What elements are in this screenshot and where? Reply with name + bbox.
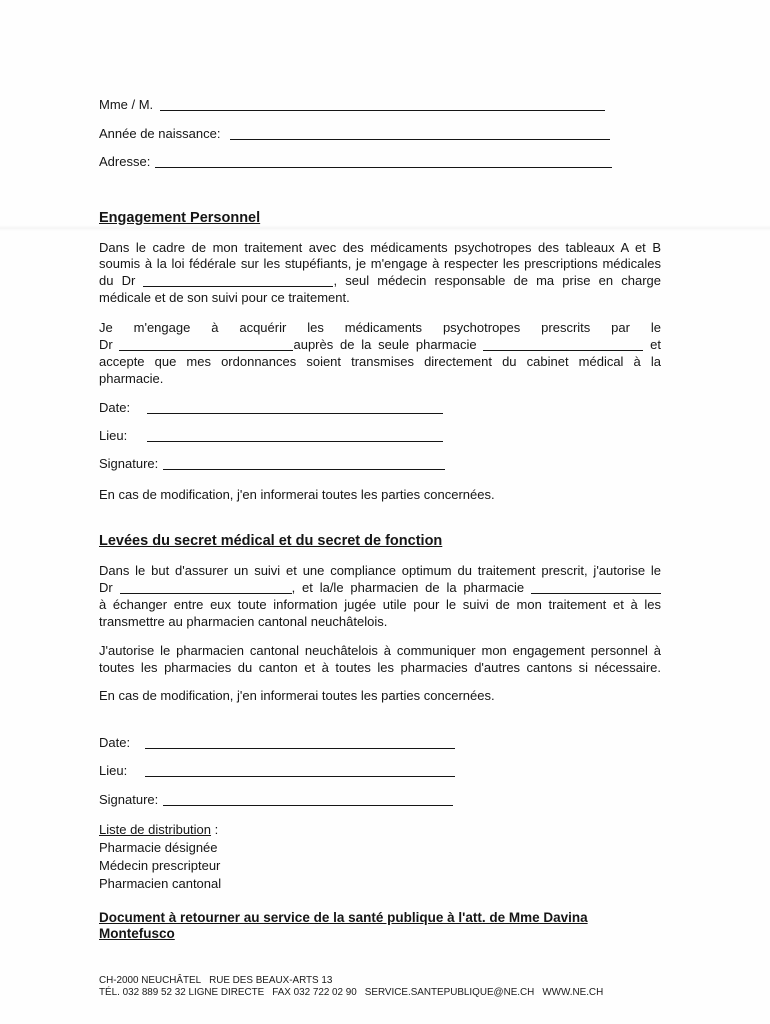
waiver-paragraph-2: [99, 642, 661, 676]
distribution-item: Pharmacien cantonal: [99, 876, 222, 892]
date-blank-line: [145, 748, 455, 749]
distribution-heading-text: Liste de distribution: [99, 821, 212, 837]
place-blank-line: [147, 441, 443, 442]
distribution-list: [99, 821, 221, 894]
text-line: Dans le cadre de mon traitement avec des médicaments psychotropes des tableaux A et B: [99, 239, 661, 255]
signature-blank-line: [163, 469, 445, 470]
name-blank-line: [160, 110, 605, 111]
place-field: [99, 427, 639, 444]
waiver-title: Levées du secret médical et du secret de fonction: [99, 532, 443, 549]
distribution-heading: [99, 821, 221, 839]
distribution-item: Pharmacie désignée: [99, 839, 218, 855]
address-label: Adresse:: [99, 153, 151, 169]
signature-label: Signature:: [99, 791, 159, 807]
doctor-blank-line: [120, 593, 292, 594]
place-label: Lieu:: [99, 762, 128, 778]
text-segment: Dr: [99, 579, 113, 595]
footer-contact-line: [99, 987, 603, 999]
doctor-blank-line: [119, 350, 293, 351]
text-segment: , seul médecin responsable de ma prise en charge: [333, 272, 661, 288]
waiver-paragraph-1: [99, 562, 661, 630]
return-instruction: Document à retourner au service de la santé publique à l'att. de Mme Davina Montefusco: [99, 910, 588, 941]
place-blank-line: [145, 776, 455, 777]
text-line: [99, 273, 661, 290]
distribution-item: Médecin prescripteur: [99, 858, 221, 874]
name-label: Mme / M.: [99, 96, 154, 112]
signature-blank-line: [163, 805, 453, 806]
text-segment: et: [650, 336, 661, 352]
text-line: Je m'engage à acquérir les médicaments psychotropes prescrits par le: [99, 319, 661, 335]
text-segment: Dr: [99, 336, 113, 352]
text-segment: auprès de la seule pharmacie: [293, 336, 477, 352]
address-blank-line: [155, 167, 612, 168]
date-field: [99, 399, 639, 416]
place-label: Lieu:: [99, 427, 128, 443]
text-line: J'autorise le pharmacien cantonal neuchâtelois à communiquer mon engagement personnel à: [99, 642, 661, 658]
text-line: pharmacie.: [99, 370, 164, 386]
footer-website: WWW.NE.CH: [542, 987, 604, 998]
date-label: Date:: [99, 399, 131, 415]
text-segment: , et la/le pharmacien de la pharmacie: [291, 579, 525, 595]
date-blank-line: [147, 413, 443, 414]
signature-field: [99, 455, 639, 472]
text-line: soumis à la loi fédérale sur les stupéfiants, je m'engage à respecter les prescriptions médicales: [99, 256, 661, 272]
date-field: [99, 734, 639, 751]
text-line: médicale et de son suivi pour ce traitement.: [99, 289, 350, 305]
text-line: transmettre au pharmacien cantonal neuchâtelois.: [99, 613, 388, 629]
name-field: [99, 96, 639, 113]
text-line: accepte que mes ordonnances soient transmises directement du cabinet médical à la: [99, 353, 661, 369]
text-line: [99, 579, 661, 596]
birth-year-field: [99, 125, 639, 142]
date-label: Date:: [99, 734, 131, 750]
footer: [99, 975, 603, 999]
footer-phone: TÉL. 032 889 52 32 LIGNE DIRECTE: [99, 987, 265, 998]
modification-note: En cas de modification, j'en informerai toutes les parties concernées.: [99, 486, 495, 502]
pharmacy-blank-line: [483, 350, 643, 351]
scan-streak: [0, 225, 770, 231]
signature-label: Signature:: [99, 455, 159, 471]
doctor-blank-line: [143, 286, 333, 287]
signature-field: [99, 791, 639, 808]
place-field: [99, 762, 639, 779]
footer-fax: FAX 032 722 02 90: [272, 987, 357, 998]
text-segment: du Dr: [99, 272, 136, 288]
text-line: [99, 336, 661, 353]
engagement-title: Engagement Personnel: [99, 209, 261, 226]
footer-email: SERVICE.SANTEPUBLIQUE@NE.CH: [364, 987, 535, 998]
birth-year-blank-line: [230, 139, 610, 140]
modification-note: En cas de modification, j'en informerai toutes les parties concernées.: [99, 687, 495, 703]
text-line: Dans le but d'assurer un suivi et une compliance optimum du traitement prescrit, j'autorise le: [99, 562, 661, 578]
text-line: toutes les pharmacies du canton et à toutes les pharmacies d'autres cantons si nécessaire.: [99, 659, 661, 675]
engagement-paragraph-1: [99, 240, 661, 307]
text-line: à échanger entre eux toute information jugée utile pour le suivi de mon traitement et à les: [99, 596, 661, 612]
footer-address-line: [99, 975, 603, 987]
address-field: [99, 153, 639, 170]
footer-postcode-city: CH-2000 NEUCHÂTEL: [99, 975, 202, 986]
distribution-heading-suffix: :: [214, 821, 219, 837]
pharmacy-blank-line: [531, 593, 661, 594]
birth-year-label: Année de naissance:: [99, 125, 221, 141]
footer-street: RUE DES BEAUX-ARTS 13: [209, 975, 333, 986]
engagement-paragraph-2: [99, 319, 661, 387]
